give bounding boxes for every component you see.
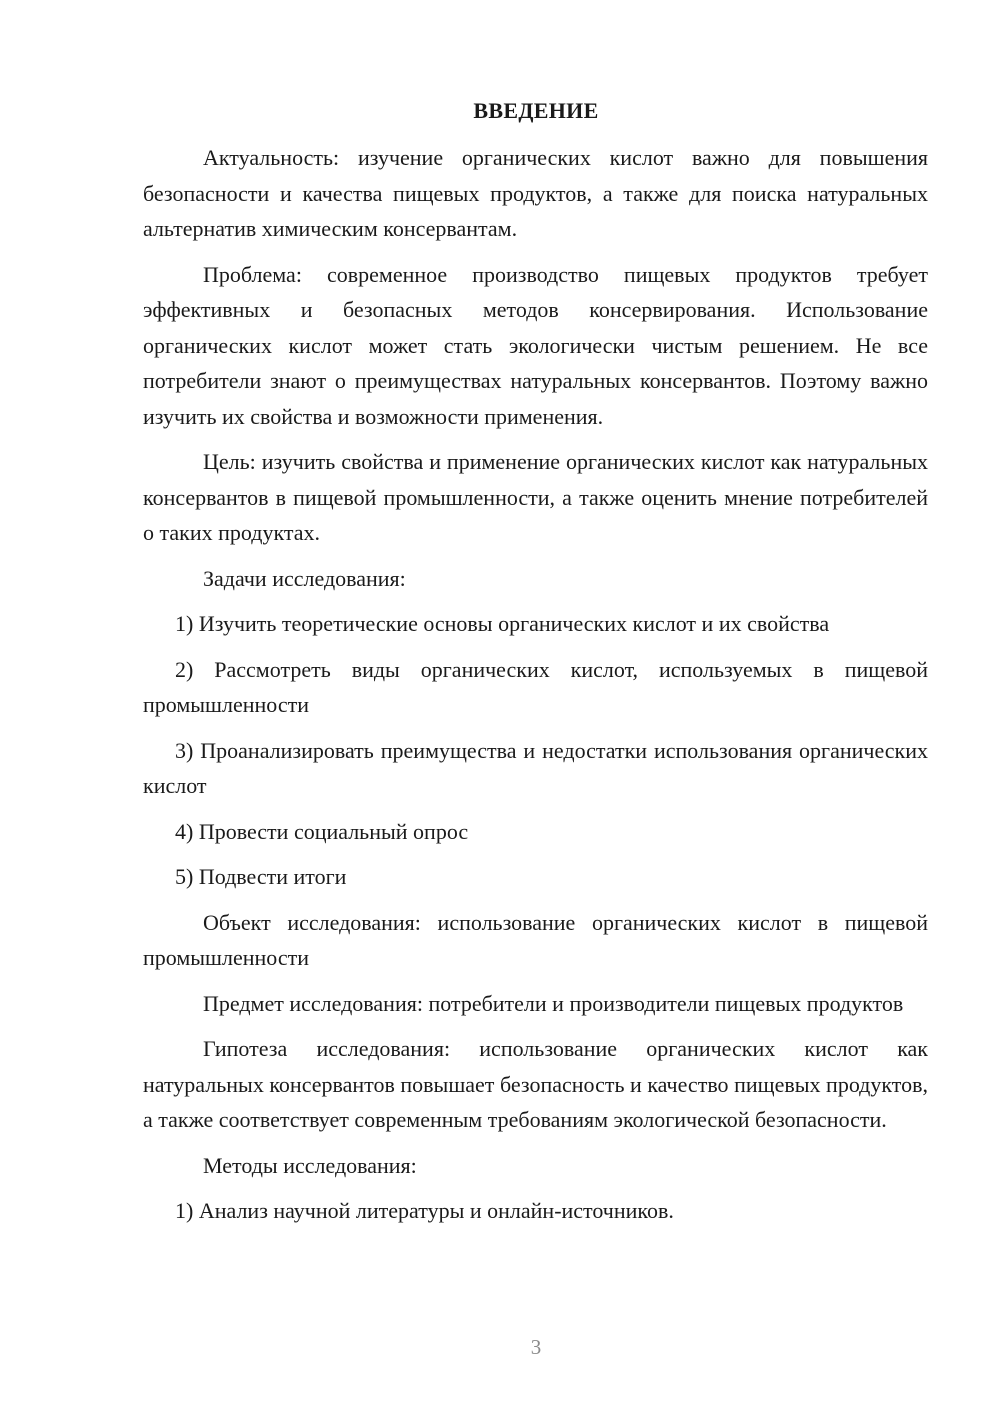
- hypothesis-paragraph: Гипотеза исследования: использование органических кислот как натуральных консервантов повышает безопасность и качество пищевых продуктов, а также соответствует современным требованиям экологической безопасности.: [143, 1036, 928, 1132]
- task-item: 1) Изучить теоретические основы органических кислот и их свойства: [175, 611, 830, 636]
- tasks-heading: Задачи исследования:: [203, 565, 406, 591]
- object-paragraph: Объект исследования: использование органических кислот в пищевой промышленности: [143, 909, 928, 970]
- method-item: 1) Анализ научной литературы и онлайн-источников.: [175, 1198, 674, 1223]
- methods-heading: Методы исследования:: [203, 1152, 417, 1178]
- subject-paragraph: Предмет исследования: потребители и производители пищевых продуктов: [203, 990, 904, 1016]
- task-item: 5) Подвести итоги: [175, 864, 347, 889]
- goal-paragraph: Цель: изучить свойства и применение органических кислот как натуральных консервантов в пищевой промышленности, а также оценить мнение потребителей о таких продуктах.: [143, 449, 928, 545]
- problem-paragraph: Проблема: современное производство пищевых продуктов требует эффективных и безопасных методов консервирования. Использование органических кислот может стать экологически чистым решением. Не все потребители знают о преимуществах натуральных консервантов. Поэтому важно изучить их свойства и возможности применения.: [143, 261, 928, 429]
- task-item: 2) Рассмотреть виды органических кислот, используемых в пищевой промышленности: [143, 656, 928, 717]
- page-title: ВВЕДЕНИЕ: [473, 98, 599, 123]
- task-item: 4) Провести социальный опрос: [175, 818, 469, 844]
- page-number: 3: [530, 1335, 542, 1359]
- document-body: [143, 140, 928, 1239]
- actuality-paragraph: Актуальность: изучение органических кислот важно для повышения безопасности и качества пищевых продуктов, а также для поиска натуральных альтернатив химическим консервантам.: [143, 145, 928, 241]
- task-item: 3) Проанализировать преимущества и недостатки использования органических кислот: [143, 737, 928, 798]
